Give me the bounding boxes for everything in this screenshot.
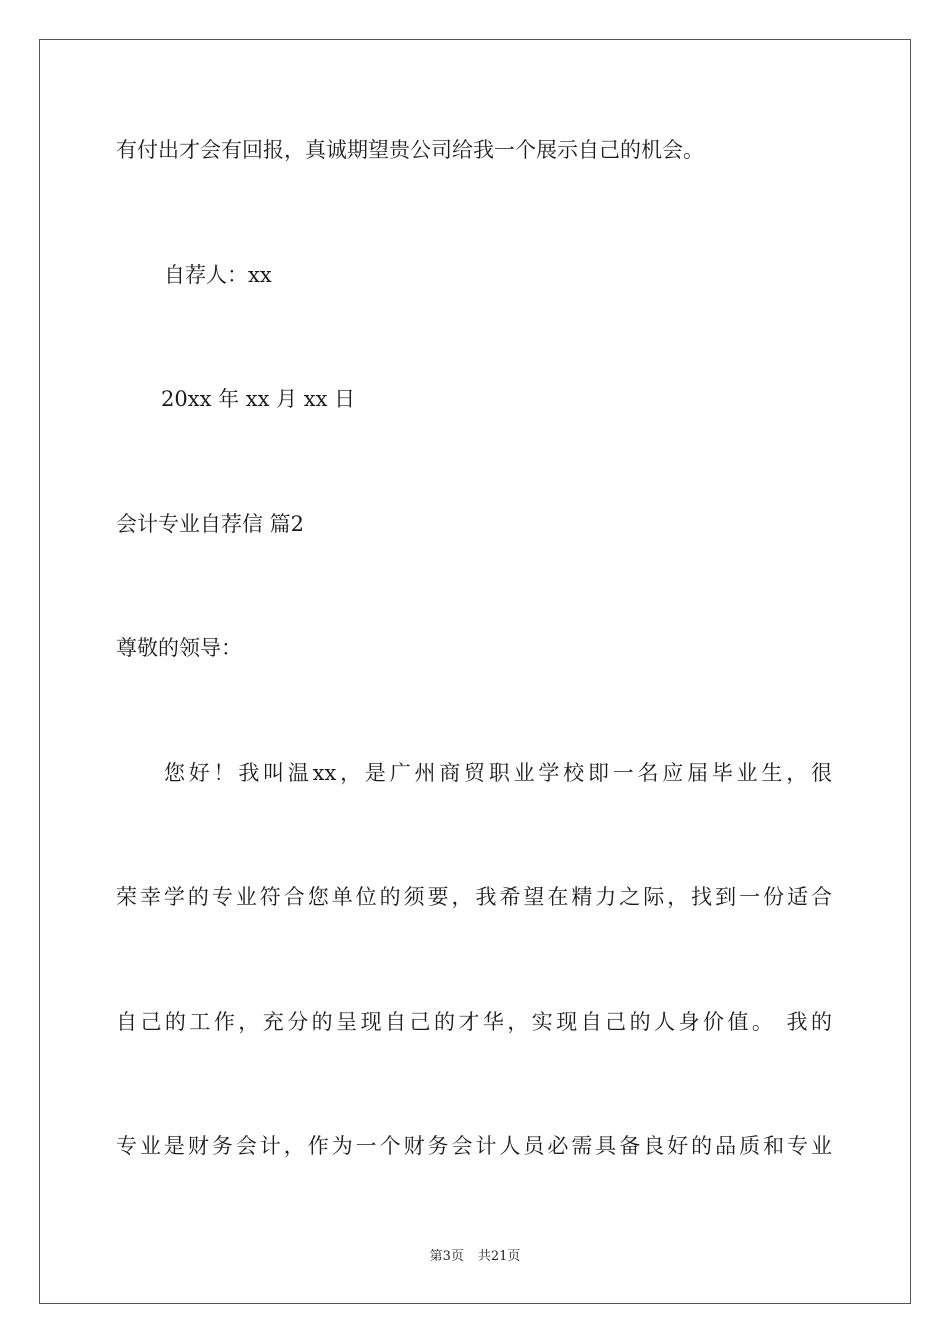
page-total: 共21页 [477,1249,521,1264]
body-line-1: 您好！我叫温xx，是广州商贸职业学校即一名应届毕业生，很 [164,761,832,785]
page-footer [0,1248,950,1266]
closing-sentence: 有付出才会有回报，真诚期望贵公司给我一个展示自己的机会。 [116,138,704,162]
page-number: 第3页 [429,1249,464,1264]
page-border [39,39,911,1304]
body-line-4: 专业是财务会计，作为一个财务会计人员必需具备良好的品质和专业 [116,1134,832,1158]
salutation: 尊敬的领导： [116,636,242,660]
signature-line: 自荐人：xx [164,263,272,287]
date-line: 20xx 年 xx 月 xx 日 [161,387,356,411]
body-line-3: 自己的工作，充分的呈现自己的才华，实现自己的人身价值。 我的 [116,1010,832,1034]
body-line-2: 荣幸学的专业符合您单位的须要，我希望在精力之际，找到一份适合 [116,885,832,909]
section-title: 会计专业自荐信 篇2 [116,512,305,536]
